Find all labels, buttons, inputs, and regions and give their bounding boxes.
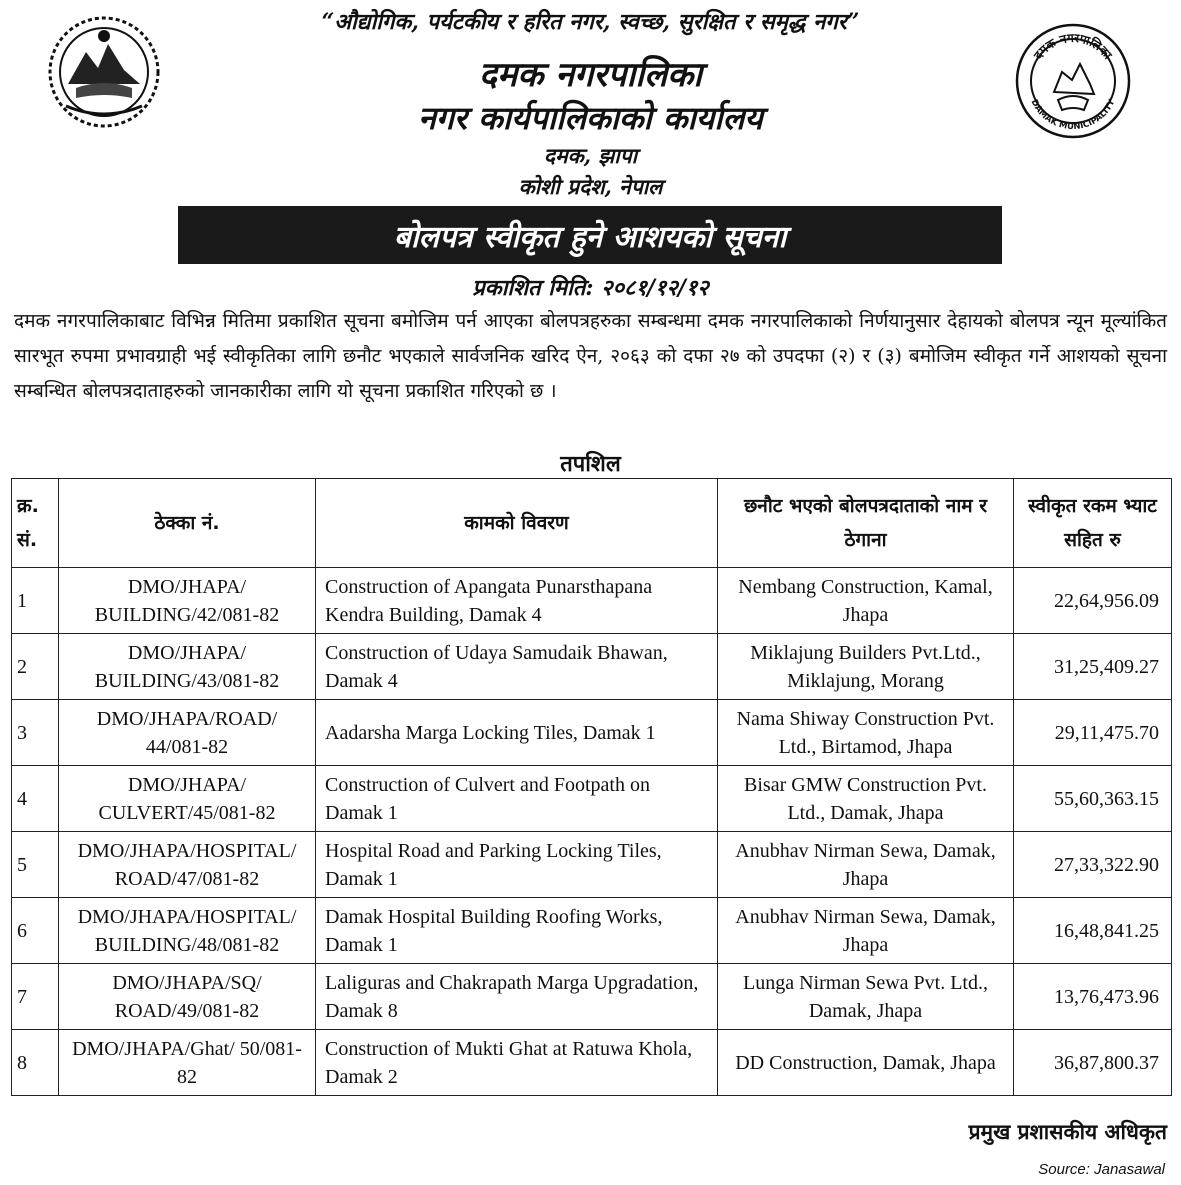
notice-body: दमक नगरपालिकाबाट विभिन्न मितिमा प्रकाशित सूचना बमोजिम पर्न आएका बोलपत्रहरुका सम्बन्धमा दमक नगरपालिकाको निर्णयानुसार देहायको बोलपत्र न्यून मूल्यांकित सारभूत रुपमा प्रभावग्राही भई स्वीकृतिका लागि छनौट भएकाले सार्वजनिक खरिद ऐन, २०६३ को दफा २७ को उपदफा (२) र (३) बमोजिम स्वीकृत गर्ने आशयको सूचना सम्बन्धित बोलपत्रदाताहरुको जानकारीका लागि यो सूचना प्रकाशित गरिएको छ । <box>14 310 1167 402</box>
schedule-heading: तपशिल <box>560 451 621 477</box>
cell-contract-no: DMO/JHAPA/ BUILDING/43/081-82 <box>59 634 316 700</box>
cell-bidder: Nembang Construction, Kamal, Jhapa <box>718 568 1014 634</box>
notice-title-banner <box>178 206 1002 264</box>
cell-sn: 3 <box>12 700 59 766</box>
cell-contract-no: DMO/JHAPA/HOSPITAL/ ROAD/47/081-82 <box>59 832 316 898</box>
table-row <box>12 766 1172 832</box>
cell-amount: 31,25,409.27 <box>1014 634 1172 700</box>
signatory: प्रमुख प्रशासकीय अधिकृत <box>968 1119 1167 1144</box>
office-subtitle: नगर कार्यपालिकाको कार्यालय <box>418 99 763 137</box>
cell-amount: 36,87,800.37 <box>1014 1030 1172 1096</box>
table-row <box>12 898 1172 964</box>
cell-amount: 27,33,322.90 <box>1014 832 1172 898</box>
notice-title: बोलपत्र स्वीकृत हुने आशयको सूचना <box>393 219 787 255</box>
cell-sn: 8 <box>12 1030 59 1096</box>
cell-bidder: Lunga Nirman Sewa Pvt. Ltd., Damak, Jhapa <box>718 964 1014 1030</box>
cell-bidder: Bisar GMW Construction Pvt. Ltd., Damak, Jhapa <box>718 766 1014 832</box>
header-contract-no: ठेक्का नं. <box>59 479 316 568</box>
office-province: कोशी प्रदेश, नेपाल <box>518 174 663 199</box>
cell-description: Construction of Mukti Ghat at Ratuwa Khola, Damak 2 <box>316 1030 718 1096</box>
cell-description: Construction of Culvert and Footpath on Damak 1 <box>316 766 718 832</box>
header-amount: स्वीकृत रकम भ्याट सहित रु <box>1014 479 1172 568</box>
seal-text-top: दमक नगरपालिका <box>1030 30 1115 63</box>
cell-contract-no: DMO/JHAPA/SQ/ ROAD/49/081-82 <box>59 964 316 1030</box>
cell-description: Damak Hospital Building Roofing Works, Damak 1 <box>316 898 718 964</box>
header-bidder: छनौट भएको बोलपत्रदाताको नाम र ठेगाना <box>718 479 1014 568</box>
cell-sn: 2 <box>12 634 59 700</box>
published-date: प्रकाशित मिति: २०८१/१२/१२ <box>472 275 709 301</box>
slogan: “औद्योगिक, पर्यटकीय र हरित नगर, स्वच्छ, सुरक्षित र समृद्ध नगर” <box>321 9 860 35</box>
cell-description: Hospital Road and Parking Locking Tiles, Damak 1 <box>316 832 718 898</box>
table-header-row <box>12 479 1172 568</box>
contract-table <box>11 478 1172 1096</box>
cell-amount: 16,48,841.25 <box>1014 898 1172 964</box>
cell-description: Construction of Udaya Samudaik Bhawan, Damak 4 <box>316 634 718 700</box>
seal-text-bottom: DAMAK MUNICIPALITY <box>1028 98 1118 133</box>
cell-description: Laliguras and Chakrapath Marga Upgradation, Damak 8 <box>316 964 718 1030</box>
table-row <box>12 964 1172 1030</box>
header-sn: क्र. सं. <box>12 479 59 568</box>
cell-contract-no: DMO/JHAPA/ BUILDING/42/081-82 <box>59 568 316 634</box>
cell-bidder: Anubhav Nirman Sewa, Damak, Jhapa <box>718 898 1014 964</box>
cell-description: Construction of Apangata Punarsthapana Kendra Building, Damak 4 <box>316 568 718 634</box>
table-row <box>12 832 1172 898</box>
cell-amount: 13,76,473.96 <box>1014 964 1172 1030</box>
cell-contract-no: DMO/JHAPA/ CULVERT/45/081-82 <box>59 766 316 832</box>
table-row <box>12 634 1172 700</box>
cell-bidder: Anubhav Nirman Sewa, Damak, Jhapa <box>718 832 1014 898</box>
header-description: कामको विवरण <box>316 479 718 568</box>
table-row <box>12 1030 1172 1096</box>
cell-amount: 22,64,956.09 <box>1014 568 1172 634</box>
cell-amount: 55,60,363.15 <box>1014 766 1172 832</box>
cell-sn: 6 <box>12 898 59 964</box>
source-credit: Source: Janasawal <box>1038 1161 1165 1178</box>
cell-contract-no: DMO/JHAPA/Ghat/ 50/081-82 <box>59 1030 316 1096</box>
cell-sn: 4 <box>12 766 59 832</box>
cell-bidder: Nama Shiway Construction Pvt. Ltd., Birtamod, Jhapa <box>718 700 1014 766</box>
office-name: दमक नगरपालिका <box>478 55 703 95</box>
cell-description: Aadarsha Marga Locking Tiles, Damak 1 <box>316 700 718 766</box>
cell-bidder: Miklajung Builders Pvt.Ltd., Miklajung, Morang <box>718 634 1014 700</box>
cell-contract-no: DMO/JHAPA/ROAD/ 44/081-82 <box>59 700 316 766</box>
table-row <box>12 568 1172 634</box>
cell-sn: 5 <box>12 832 59 898</box>
cell-contract-no: DMO/JHAPA/HOSPITAL/ BUILDING/48/081-82 <box>59 898 316 964</box>
cell-bidder: DD Construction, Damak, Jhapa <box>718 1030 1014 1096</box>
office-location: दमक, झापा <box>543 143 638 168</box>
cell-amount: 29,11,475.70 <box>1014 700 1172 766</box>
table-row <box>12 700 1172 766</box>
cell-sn: 1 <box>12 568 59 634</box>
cell-sn: 7 <box>12 964 59 1030</box>
